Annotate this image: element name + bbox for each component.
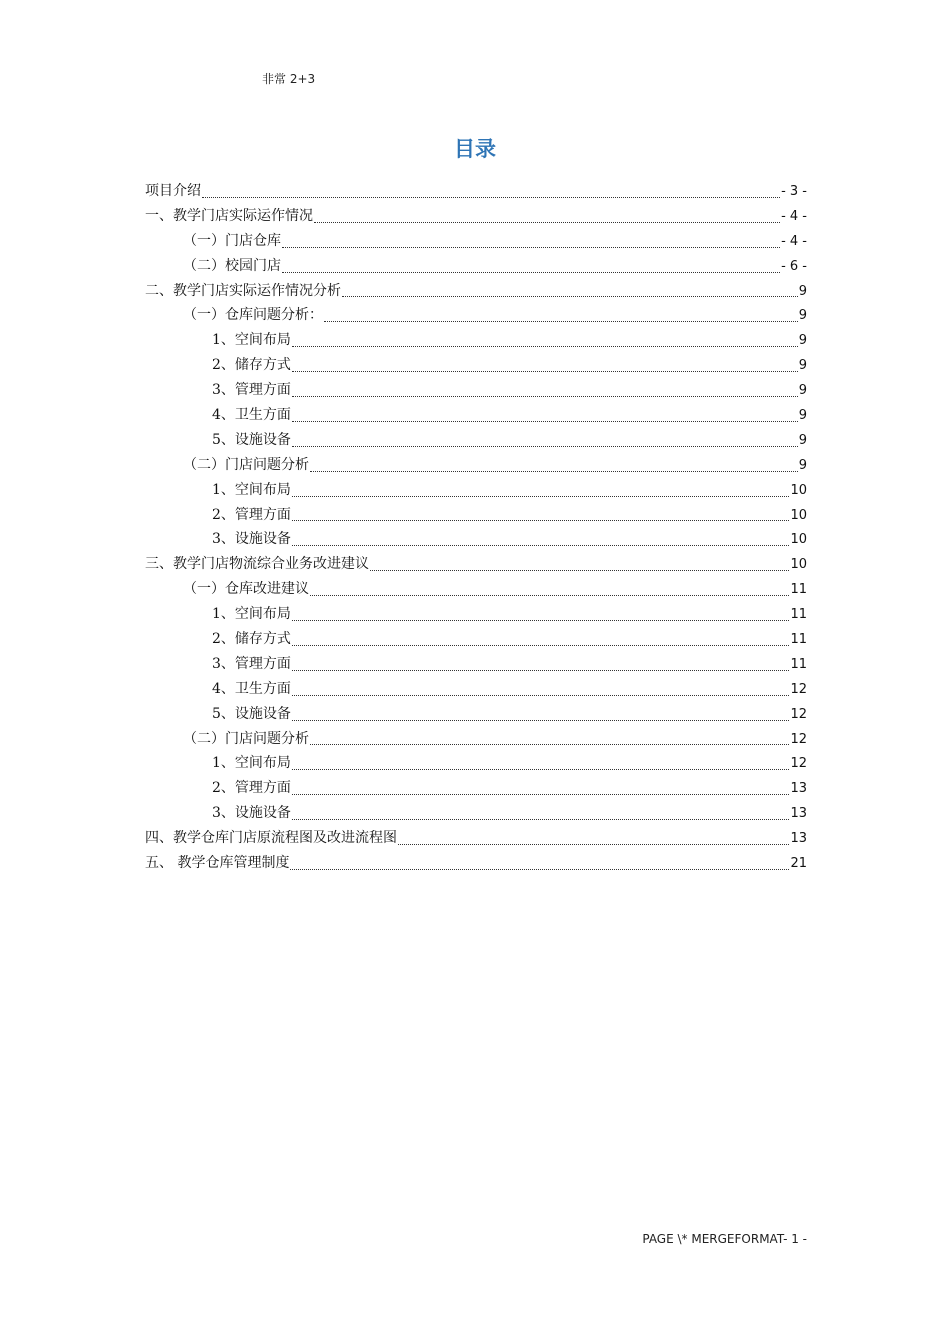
table-of-contents <box>145 179 807 876</box>
toc-entry-label: 2、管理方面 <box>212 780 291 797</box>
toc-entry-page-number: 10 <box>790 507 807 523</box>
toc-entry[interactable] <box>145 353 807 378</box>
toc-entry-page-number: 9 <box>798 333 807 349</box>
toc-entry[interactable] <box>145 453 807 478</box>
toc-dot-leader <box>292 357 798 372</box>
toc-entry-label: 二、教学门店实际运作情况分析 <box>145 282 341 299</box>
toc-entry[interactable] <box>145 826 807 851</box>
toc-entry-label: 项目介绍 <box>145 183 201 199</box>
toc-entry-label: （一）仓库问题分析： <box>183 307 323 324</box>
toc-dot-leader <box>292 606 790 621</box>
toc-dot-leader <box>324 307 798 322</box>
toc-entry[interactable] <box>145 652 807 677</box>
toc-entry-page-number: - 3 - <box>781 184 807 199</box>
toc-entry-label: 4、卫生方面 <box>212 407 291 424</box>
toc-dot-leader <box>314 208 780 223</box>
toc-entry-page-number: 11 <box>790 607 807 623</box>
toc-entry-page-number: 9 <box>798 383 807 399</box>
toc-entry[interactable] <box>145 254 807 279</box>
toc-entry-label: 5、设施设备 <box>212 431 291 448</box>
toc-dot-leader <box>292 631 790 646</box>
toc-entry-page-number: - 6 - <box>781 258 807 274</box>
toc-entry-label: 1、空间布局 <box>212 332 291 349</box>
toc-entry[interactable] <box>145 478 807 503</box>
toc-entry-page-number: 13 <box>790 806 807 822</box>
toc-entry[interactable] <box>145 527 807 552</box>
toc-entry-label: 1、空间布局 <box>212 481 291 498</box>
toc-entry[interactable] <box>145 677 807 702</box>
toc-entry[interactable] <box>145 727 807 752</box>
toc-entry-label: 五、 教学仓库管理制度 <box>145 855 290 872</box>
toc-entry[interactable] <box>145 303 807 328</box>
toc-entry-page-number: 12 <box>790 681 807 697</box>
toc-entry-page-number: 13 <box>790 831 807 847</box>
toc-entry-page-number: 11 <box>790 656 807 672</box>
toc-entry-page-number: 11 <box>790 582 807 598</box>
toc-entry-label: （二）门店问题分析 <box>183 730 309 747</box>
toc-entry[interactable] <box>145 801 807 826</box>
toc-entry-page-number: 9 <box>798 283 807 299</box>
toc-entry[interactable] <box>145 776 807 801</box>
toc-entry-label: 1、空间布局 <box>212 755 291 772</box>
toc-entry[interactable] <box>145 328 807 353</box>
toc-entry-page-number: - 4 - <box>781 233 807 249</box>
toc-dot-leader <box>202 183 780 198</box>
toc-entry-page-number: 9 <box>798 308 807 324</box>
toc-entry-page-number: 9 <box>798 358 807 374</box>
toc-dot-leader <box>292 706 790 721</box>
toc-dot-leader <box>292 780 790 795</box>
toc-dot-leader <box>310 581 789 596</box>
toc-dot-leader <box>292 681 790 696</box>
page-footer: PAGE \* MERGEFORMAT- 1 - <box>642 1232 807 1246</box>
toc-dot-leader <box>292 755 790 770</box>
toc-dot-leader <box>292 656 790 671</box>
toc-entry[interactable] <box>145 179 807 204</box>
toc-dot-leader <box>282 258 780 273</box>
toc-entry[interactable] <box>145 851 807 876</box>
toc-entry[interactable] <box>145 577 807 602</box>
toc-entry-label: （二）门店问题分析 <box>183 456 309 473</box>
toc-entry-page-number: 12 <box>790 731 807 747</box>
toc-entry[interactable] <box>145 428 807 453</box>
toc-entry-label: （一）门店仓库 <box>183 232 281 249</box>
toc-entry-label: 3、设施设备 <box>212 805 291 822</box>
toc-entry-page-number: 9 <box>798 432 807 448</box>
toc-entry-page-number: 10 <box>790 557 807 573</box>
toc-entry-label: 3、管理方面 <box>212 655 291 672</box>
toc-dot-leader <box>292 531 790 546</box>
toc-entry[interactable] <box>145 552 807 577</box>
toc-entry[interactable] <box>145 702 807 727</box>
toc-dot-leader <box>310 730 789 745</box>
toc-dot-leader <box>292 407 798 422</box>
toc-dot-leader <box>292 432 798 447</box>
toc-entry[interactable] <box>145 229 807 254</box>
toc-entry[interactable] <box>145 403 807 428</box>
toc-entry[interactable] <box>145 204 807 229</box>
toc-entry-label: 2、储存方式 <box>212 631 291 648</box>
toc-dot-leader <box>342 282 798 297</box>
toc-entry[interactable] <box>145 378 807 403</box>
toc-entry-page-number: 9 <box>798 408 807 424</box>
toc-dot-leader <box>370 556 789 571</box>
toc-entry-page-number: 9 <box>798 457 807 473</box>
toc-dot-leader <box>292 506 790 521</box>
toc-dot-leader <box>310 457 798 472</box>
toc-entry-page-number: 12 <box>790 706 807 722</box>
toc-entry-label: （二）校园门店 <box>183 257 281 274</box>
toc-entry[interactable] <box>145 503 807 528</box>
toc-entry-page-number: 11 <box>790 632 807 648</box>
toc-entry-label: 一、教学门店实际运作情况 <box>145 207 313 224</box>
toc-entry-page-number: - 4 - <box>781 208 807 224</box>
toc-entry-label: 5、设施设备 <box>212 705 291 722</box>
toc-entry-label: 三、教学门店物流综合业务改进建议 <box>145 556 369 573</box>
toc-entry-label: 4、卫生方面 <box>212 680 291 697</box>
toc-entry-label: 1、空间布局 <box>212 606 291 623</box>
toc-entry[interactable] <box>145 751 807 776</box>
toc-title: 目录 <box>454 137 496 161</box>
toc-dot-leader <box>292 382 798 397</box>
page-header: 非常 2+3 <box>262 72 316 86</box>
toc-entry-page-number: 10 <box>790 482 807 498</box>
toc-dot-leader <box>292 805 790 820</box>
toc-entry-page-number: 21 <box>790 856 807 872</box>
toc-entry[interactable] <box>145 602 807 627</box>
toc-entry[interactable] <box>145 627 807 652</box>
toc-entry-label: 3、管理方面 <box>212 382 291 399</box>
toc-dot-leader <box>398 830 789 845</box>
toc-entry-page-number: 12 <box>790 756 807 772</box>
toc-dot-leader <box>282 233 780 248</box>
toc-dot-leader <box>290 855 789 870</box>
toc-dot-leader <box>292 332 798 347</box>
toc-entry-page-number: 10 <box>790 532 807 548</box>
toc-entry-label: 四、教学仓库门店原流程图及改进流程图 <box>145 830 397 847</box>
toc-entry-label: （一）仓库改进建议 <box>183 581 309 598</box>
toc-entry[interactable] <box>145 279 807 304</box>
toc-entry-page-number: 13 <box>790 781 807 797</box>
toc-entry-label: 2、储存方式 <box>212 357 291 374</box>
toc-entry-label: 3、设施设备 <box>212 531 291 548</box>
toc-dot-leader <box>292 482 790 497</box>
toc-entry-label: 2、管理方面 <box>212 506 291 523</box>
